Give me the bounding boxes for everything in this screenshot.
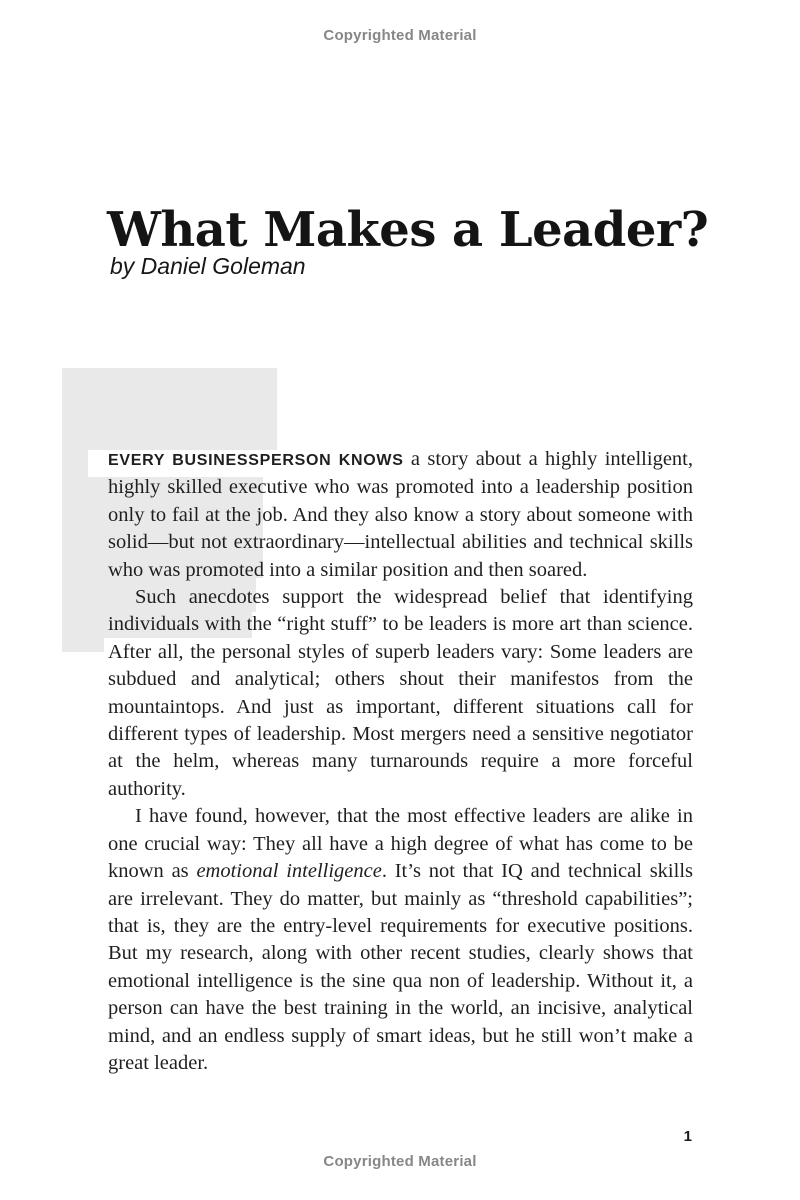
paragraph-3-text-after: . It’s not that IQ and technical skills are irrelevant. They do matter, but mainly as “threshold capabilities”; that is, they are the entry-level requirements for executive positions. But my research, along with other recent studies, clearly shows that emotional intelligence is the sine qua non of leadership. Without it, a person can have the best training in the world, an incisive, analytical mind, and an endless supply of smart ideas, but he still won’t make a great leader. (108, 860, 693, 1074)
paragraph-1 (108, 446, 693, 584)
article-body (108, 446, 693, 1077)
article-title: What Makes a Leader? (107, 202, 709, 259)
paragraph-2: Such anecdotes support the widespread belief that identifying individuals with the “right stuff” to be leaders is more art than science. After all, the personal styles of superb leaders vary: Some leaders are subdued and analytical; others shout their manifestos from the mountaintops. And just as important, different situations call for different types of leadership. Most mergers need a sensitive negotiator at the helm, whereas many turnarounds require a more forceful authority. (108, 586, 693, 800)
dropcap-shape-top-block (62, 368, 277, 450)
paragraph-1-lead-in: EVERY BUSINESSPERSON KNOWS (108, 452, 404, 469)
paragraph-3 (108, 803, 693, 1077)
dropcap-shape-left-stem (62, 368, 88, 652)
page-number: 1 (683, 1128, 692, 1145)
dropcap-shape-foot (88, 638, 104, 652)
article-byline: by Daniel Goleman (110, 253, 306, 279)
paragraph-1-text: a story about a highly intelligent, highly skilled executive who was promoted into a leadership position only to fail at the job. And they also know a story about someone with solid—but not extraordinary—intellectual abilities and technical skills who was promoted into a similar position and then soared. (108, 448, 693, 581)
paragraph-3-italic-phrase: emotional intelligence (196, 860, 382, 883)
copyright-notice-bottom: Copyrighted Material (323, 1153, 477, 1170)
paragraph-3-text-before: I have found, however, that the most effective leaders are alike in one crucial way: They all have a high degree of what has come to be known as (108, 805, 693, 883)
copyright-notice-top: Copyrighted Material (323, 27, 477, 44)
